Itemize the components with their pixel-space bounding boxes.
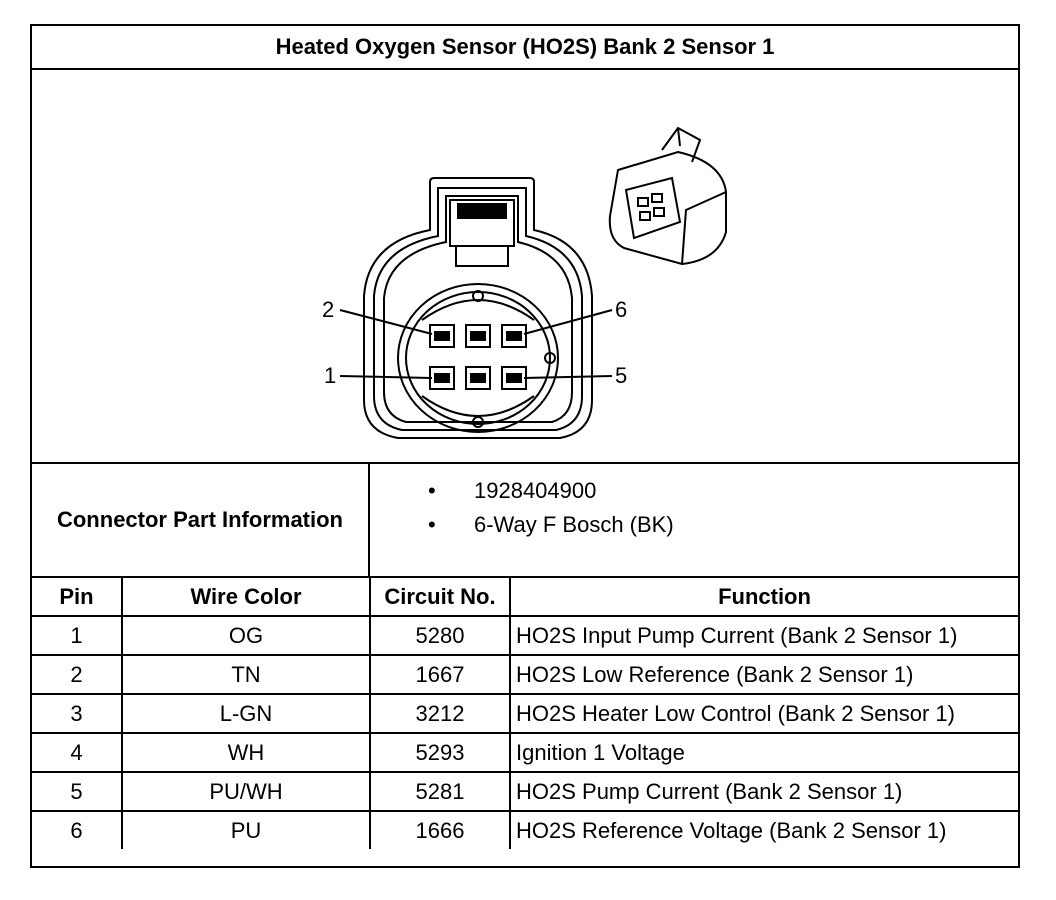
- cell-function: HO2S Low Reference (Bank 2 Sensor 1): [510, 655, 1018, 694]
- table-row: [32, 616, 1018, 655]
- pin-cavities: [430, 325, 526, 389]
- cell-circuit: 5293: [370, 733, 510, 772]
- cell-function: HO2S Reference Voltage (Bank 2 Sensor 1): [510, 811, 1018, 849]
- latch: [450, 200, 514, 266]
- cell-circuit: 1666: [370, 811, 510, 849]
- cell-pin: 4: [32, 733, 122, 772]
- header-pin: Pin: [32, 578, 122, 616]
- connector-iso-view: [610, 128, 726, 264]
- header-wire-color: Wire Color: [122, 578, 370, 616]
- connector-diagram: [32, 70, 1018, 464]
- cell-function: HO2S Input Pump Current (Bank 2 Sensor 1): [510, 616, 1018, 655]
- cell-wire-color: L-GN: [122, 694, 370, 733]
- header-function: Function: [510, 578, 1018, 616]
- bullet-icon: •: [428, 512, 436, 537]
- connector-info-list: [370, 474, 1010, 542]
- cell-wire-color: PU: [122, 811, 370, 849]
- pin-label-1: 1: [324, 363, 337, 388]
- part-number: 1928404900: [474, 478, 597, 503]
- cell-wire-color: TN: [122, 655, 370, 694]
- connector-sheet: [30, 24, 1020, 868]
- pin-label-2: 2: [322, 297, 335, 322]
- table-row: [32, 772, 1018, 811]
- page-title: Heated Oxygen Sensor (HO2S) Bank 2 Sensor 1: [32, 26, 1018, 70]
- cell-circuit: 5280: [370, 616, 510, 655]
- pin-table: [32, 578, 1018, 849]
- cell-function: HO2S Heater Low Control (Bank 2 Sensor 1): [510, 694, 1018, 733]
- cell-wire-color: OG: [122, 616, 370, 655]
- cell-pin: 3: [32, 694, 122, 733]
- table-row: [32, 811, 1018, 849]
- connector-part-info: [32, 464, 1018, 578]
- cell-pin: 2: [32, 655, 122, 694]
- header-circuit: Circuit No.: [370, 578, 510, 616]
- cell-wire-color: PU/WH: [122, 772, 370, 811]
- pin-cavity-ring: [398, 284, 558, 432]
- cell-circuit: 3212: [370, 694, 510, 733]
- table-row: [32, 694, 1018, 733]
- cell-pin: 5: [32, 772, 122, 811]
- table-row: [32, 733, 1018, 772]
- bullet-icon: •: [428, 478, 436, 503]
- table-row: [32, 655, 1018, 694]
- cell-circuit: 5281: [370, 772, 510, 811]
- cell-function: Ignition 1 Voltage: [510, 733, 1018, 772]
- cell-wire-color: WH: [122, 733, 370, 772]
- connector-info-label: Connector Part Information: [32, 464, 370, 576]
- cell-function: HO2S Pump Current (Bank 2 Sensor 1): [510, 772, 1018, 811]
- connector-face-drawing: [32, 70, 1018, 462]
- table-header-row: [32, 578, 1018, 616]
- cell-circuit: 1667: [370, 655, 510, 694]
- cell-pin: 1: [32, 616, 122, 655]
- connector-info-item: [370, 508, 1010, 542]
- pin-label-6: 6: [615, 297, 628, 322]
- connector-info-item: [370, 474, 1010, 508]
- connector-description: 6-Way F Bosch (BK): [474, 512, 674, 537]
- pin-label-5: 5: [615, 363, 628, 388]
- cell-pin: 6: [32, 811, 122, 849]
